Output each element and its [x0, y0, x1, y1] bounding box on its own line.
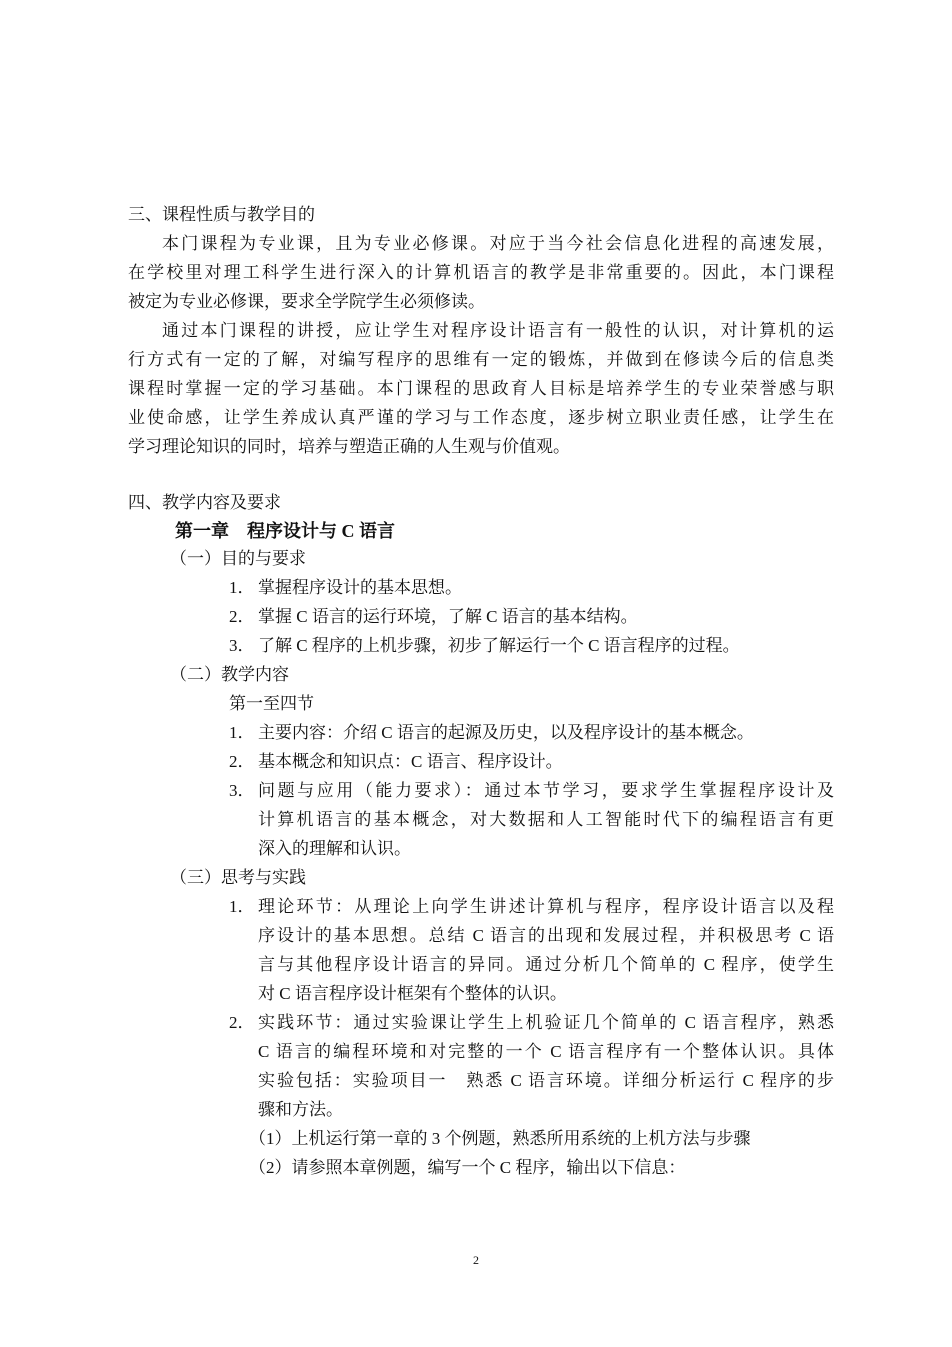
paragraph-line: 本门课程为专业课，且为专业必修课。对应于当今社会信息化进程的高速发展， — [162, 234, 834, 254]
list-item: 掌握 C 语言的运行环境，了解 C 语言的基本结构。 — [258, 607, 638, 626]
list-number: 2． — [229, 607, 255, 626]
list-item-line: C 语言的编程环境和对完整的一个 C 语言程序有一个整体认识。具体 — [258, 1042, 834, 1061]
paragraph-line: 通过本门课程的讲授，应让学生对程序设计语言有一般性的认识，对计算机的运 — [162, 321, 834, 341]
list-item-line: 对 C 语言程序设计框架有个整体的认识。 — [258, 984, 567, 1003]
paragraph-line: 课程时掌握一定的学习基础。本门课程的思政育人目标是培养学生的专业荣誉感与职 — [128, 379, 834, 399]
list-number: 2． — [229, 752, 255, 771]
list-item-line: 序设计的基本思想。总结 C 语言的出现和发展过程，并积极思考 C 语 — [258, 926, 834, 945]
list-item-line: 计算机语言的基本概念，对大数据和人工智能时代下的编程语言有更 — [258, 810, 834, 829]
part-heading: （三）思考与实践 — [170, 868, 306, 887]
paragraph-line: 学习理论知识的同时，培养与塑造正确的人生观与价值观。 — [128, 437, 570, 457]
list-number: 1． — [229, 723, 255, 742]
paragraph-line: 被定为专业必修课，要求全学院学生必须修读。 — [128, 292, 485, 312]
paragraph-line: 在学校里对理工科学生进行深入的计算机语言的教学是非常重要的。因此，本门课程 — [128, 263, 834, 283]
paragraph-line: 业使命感，让学生养成认真严谨的学习与工作态度，逐步树立职业责任感，让学生在 — [128, 408, 834, 428]
part-heading: （一）目的与要求 — [170, 549, 306, 568]
list-item: 了解 C 程序的上机步骤，初步了解运行一个 C 语言程序的过程。 — [258, 636, 740, 655]
sub-list-item: （1）上机运行第一章的 3 个例题，熟悉所用系统的上机方法与步骤 — [249, 1129, 751, 1148]
list-item: 掌握程序设计的基本思想。 — [258, 578, 462, 597]
list-item-line: 实践环节：通过实验课让学生上机验证几个简单的 C 语言程序，熟悉 — [258, 1013, 834, 1032]
subheading: 第一至四节 — [229, 694, 314, 713]
list-number: 3． — [229, 636, 255, 655]
list-item-line: 言与其他程序设计语言的异同。通过分析几个简单的 C 程序，使学生 — [258, 955, 834, 974]
sub-list-item: （2）请参照本章例题，编写一个 C 程序，输出以下信息： — [249, 1158, 686, 1177]
list-item-line: 问题与应用（能力要求）：通过本节学习，要求学生掌握程序设计及 — [258, 781, 834, 800]
list-number: 2． — [229, 1013, 255, 1032]
list-number: 1． — [229, 578, 255, 597]
part-heading: （二）教学内容 — [170, 665, 289, 684]
list-number: 3． — [229, 781, 255, 800]
list-item-line: 深入的理解和认识。 — [258, 839, 411, 858]
section-heading-3: 三、课程性质与教学目的 — [128, 205, 315, 225]
list-item-line: 理论环节：从理论上向学生讲述计算机与程序，程序设计语言以及程 — [258, 897, 834, 916]
paragraph-line: 行方式有一定的了解，对编写程序的思维有一定的锻炼，并做到在修读今后的信息类 — [128, 350, 834, 370]
section-heading-4: 四、教学内容及要求 — [128, 493, 281, 513]
list-item-line: 骤和方法。 — [258, 1100, 343, 1119]
page-number: 2 — [473, 1253, 479, 1267]
list-item-line: 实验包括：实验项目一 熟悉 C 语言环境。详细分析运行 C 程序的步 — [258, 1071, 834, 1090]
list-number: 1． — [229, 897, 255, 916]
list-item: 主要内容：介绍 C 语言的起源及历史，以及程序设计的基本概念。 — [258, 723, 754, 742]
chapter-title: 第一章 程序设计与 C 语言 — [175, 521, 395, 541]
list-item: 基本概念和知识点：C 语言、程序设计。 — [258, 752, 563, 771]
